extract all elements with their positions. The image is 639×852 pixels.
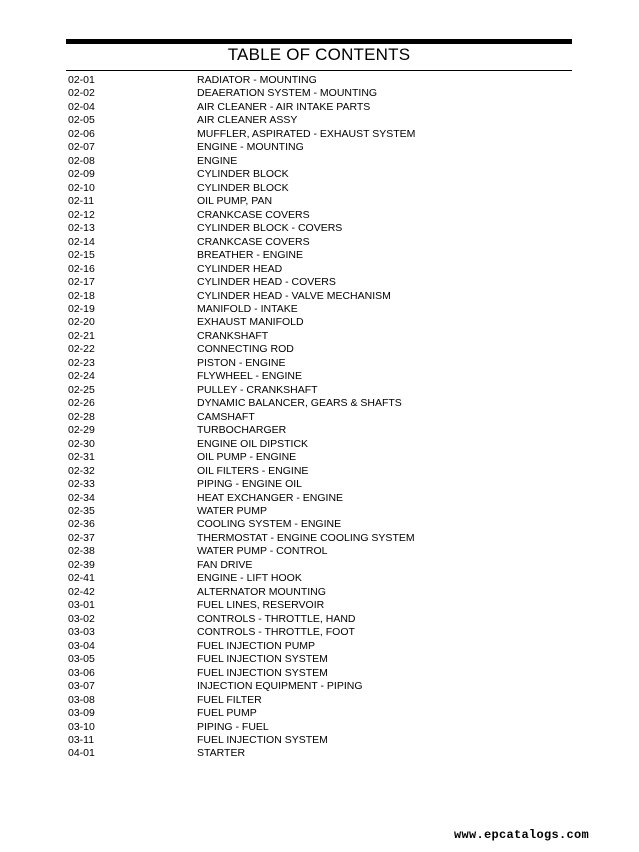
toc-entry-title: CYLINDER BLOCK - COVERS xyxy=(197,222,343,235)
toc-entry-title: MANIFOLD - INTAKE xyxy=(197,302,298,315)
toc-entry-number: 02-42 xyxy=(68,585,95,598)
toc-entry-title: DEAERATION SYSTEM - MOUNTING xyxy=(197,87,378,100)
toc-entry-number: 02-18 xyxy=(68,289,95,302)
toc-entry-title: FUEL PUMP xyxy=(197,707,257,720)
toc-entry-title: FUEL INJECTION SYSTEM xyxy=(197,733,328,746)
toc-entry-number: 02-36 xyxy=(68,518,95,531)
toc-entry-title: OIL PUMP, PAN xyxy=(197,195,273,208)
toc-entry-number: 02-32 xyxy=(68,464,95,477)
toc-entry[interactable] xyxy=(68,518,568,531)
toc-entry-title: FUEL FILTER xyxy=(197,693,262,706)
toc-entry-title: CYLINDER HEAD xyxy=(197,262,283,275)
toc-entry-title: CYLINDER HEAD - COVERS xyxy=(197,276,336,289)
toc-entry-number: 04-01 xyxy=(68,747,95,760)
toc-entry[interactable] xyxy=(68,114,568,127)
toc-entry[interactable] xyxy=(68,505,568,518)
toc-entry-number: 03-10 xyxy=(68,720,95,733)
toc-entry-number: 02-02 xyxy=(68,87,95,100)
toc-entry[interactable] xyxy=(68,667,568,680)
toc-entry-number: 02-28 xyxy=(68,410,95,423)
toc-entry-title: ENGINE xyxy=(197,154,238,167)
toc-entry-number: 02-22 xyxy=(68,343,95,356)
page-title: TABLE OF CONTENTS xyxy=(227,45,411,64)
toc-entry[interactable] xyxy=(68,747,568,760)
toc-entry[interactable] xyxy=(68,397,568,410)
toc-entry-number: 02-06 xyxy=(68,127,95,140)
toc-entry-number: 02-14 xyxy=(68,235,95,248)
toc-entry-title: WATER PUMP - CONTROL xyxy=(197,545,328,558)
toc-entry-number: 02-37 xyxy=(68,531,95,544)
toc-entry[interactable] xyxy=(68,236,568,249)
toc-entry-number: 02-05 xyxy=(68,114,95,127)
toc-entry-number: 02-38 xyxy=(68,545,95,558)
footer-url[interactable]: www.epcatalogs.com xyxy=(453,828,589,842)
toc-entry-title: CYLINDER BLOCK xyxy=(197,181,289,194)
toc-entry[interactable] xyxy=(68,290,568,303)
toc-entry-title: CONTROLS - THROTTLE, FOOT xyxy=(197,626,355,639)
toc-entry-number: 02-13 xyxy=(68,222,95,235)
toc-entry-title: COOLING SYSTEM - ENGINE xyxy=(197,518,342,531)
toc-entry-number: 02-35 xyxy=(68,505,95,517)
toc-entry-number: 02-23 xyxy=(68,356,95,369)
toc-entry[interactable] xyxy=(68,384,568,397)
toc-entry-number: 02-09 xyxy=(68,168,95,181)
toc-entry-title: CONNECTING ROD xyxy=(197,343,294,356)
toc-entry[interactable] xyxy=(68,370,568,383)
toc-entry-title: CYLINDER HEAD - VALVE MECHANISM xyxy=(197,289,391,302)
top-rule xyxy=(66,39,572,44)
toc-entry-title: PIPING - FUEL xyxy=(197,720,269,733)
toc-entry-number: 03-06 xyxy=(68,666,95,679)
toc-entry-number: 02-12 xyxy=(68,208,95,221)
toc-entry-number: 02-15 xyxy=(68,249,95,262)
toc-entry[interactable] xyxy=(68,559,568,572)
toc-entry-title: FUEL INJECTION SYSTEM xyxy=(197,653,328,666)
toc-entry[interactable] xyxy=(68,424,568,437)
toc-entry[interactable] xyxy=(68,640,568,653)
toc-entry-title: MUFFLER, ASPIRATED - EXHAUST SYSTEM xyxy=(197,127,416,140)
toc-entry-number: 02-21 xyxy=(68,329,95,342)
toc-entry-number: 03-08 xyxy=(68,693,95,706)
toc-entry[interactable] xyxy=(68,357,568,370)
toc-entry[interactable] xyxy=(68,87,568,100)
toc-entry[interactable] xyxy=(68,141,568,154)
toc-entry-number: 02-01 xyxy=(68,74,95,86)
toc-entry-title: CAMSHAFT xyxy=(197,410,255,423)
toc-entry-number: 02-25 xyxy=(68,383,95,396)
toc-entry-number: 03-04 xyxy=(68,639,95,652)
toc-entry[interactable] xyxy=(68,626,568,639)
toc-entry-title: STARTER xyxy=(197,747,246,760)
toc-entry[interactable] xyxy=(68,303,568,316)
toc-entry-number: 03-03 xyxy=(68,626,95,639)
toc-entry-title: BREATHER - ENGINE xyxy=(197,249,303,262)
toc-entry[interactable] xyxy=(68,680,568,693)
toc-entry-title: PULLEY - CRANKSHAFT xyxy=(197,383,318,396)
toc-entry-number: 03-05 xyxy=(68,653,95,666)
toc-entry-number: 02-16 xyxy=(68,262,95,275)
toc-entry-number: 03-11 xyxy=(68,733,95,746)
toc-entry[interactable] xyxy=(68,182,568,195)
toc-entry-number: 02-30 xyxy=(68,437,95,450)
toc-entry[interactable] xyxy=(68,195,568,208)
toc-entry-number: 02-31 xyxy=(68,451,95,464)
toc-entry[interactable] xyxy=(68,101,568,114)
toc-entry[interactable] xyxy=(68,249,568,262)
toc-entry[interactable] xyxy=(68,492,568,505)
toc-entry-title: ENGINE OIL DIPSTICK xyxy=(197,437,309,450)
toc-entry-title: PISTON - ENGINE xyxy=(197,356,286,369)
toc-entry[interactable] xyxy=(68,316,568,329)
toc-entry[interactable] xyxy=(68,263,568,276)
toc-entry-title: OIL PUMP - ENGINE xyxy=(197,451,297,464)
toc-entry-number: 02-34 xyxy=(68,491,95,504)
toc-entry-number: 02-04 xyxy=(68,100,95,113)
toc-entry-title: CRANKCASE COVERS xyxy=(197,235,310,248)
toc-entry-number: 02-17 xyxy=(68,276,95,289)
toc-entry-title: FLYWHEEL - ENGINE xyxy=(197,370,303,383)
toc-entry[interactable] xyxy=(68,330,568,343)
toc-entry-number: 02-10 xyxy=(68,181,95,194)
toc-entry-number: 02-41 xyxy=(68,572,95,585)
toc-entry-number: 02-19 xyxy=(68,302,95,315)
toc-entry-number: 03-09 xyxy=(68,707,95,720)
toc-entry-title: RADIATOR - MOUNTING xyxy=(197,74,317,86)
toc-entry[interactable] xyxy=(68,586,568,599)
toc-entry[interactable] xyxy=(68,222,568,235)
toc-entry-title: INJECTION EQUIPMENT - PIPING xyxy=(197,680,363,693)
toc-entry-title: ENGINE - MOUNTING xyxy=(197,141,304,154)
toc-entry[interactable] xyxy=(68,155,568,168)
toc-entry-number: 02-11 xyxy=(68,195,95,208)
toc-entry-number: 02-39 xyxy=(68,558,95,571)
toc-entry[interactable] xyxy=(68,343,568,356)
toc-entry[interactable] xyxy=(68,653,568,666)
toc-entry[interactable] xyxy=(68,599,568,612)
toc-entry-number: 02-33 xyxy=(68,478,95,491)
toc-entry-title: EXHAUST MANIFOLD xyxy=(197,316,304,329)
toc-entry[interactable] xyxy=(68,478,568,491)
toc-entry-number: 03-02 xyxy=(68,612,95,625)
toc-entry[interactable] xyxy=(68,209,568,222)
toc-entry-title: HEAT EXCHANGER - ENGINE xyxy=(197,491,344,504)
toc-entry-title: AIR CLEANER ASSY xyxy=(197,114,298,127)
toc-entry[interactable] xyxy=(68,707,568,720)
title-underline xyxy=(66,70,572,71)
toc-entry-title: THERMOSTAT - ENGINE COOLING SYSTEM xyxy=(197,531,415,544)
toc-entry-number: 02-29 xyxy=(68,424,95,437)
toc-entry-title: ENGINE - LIFT HOOK xyxy=(197,572,302,585)
toc-entry[interactable] xyxy=(68,694,568,707)
toc-entry-title: OIL FILTERS - ENGINE xyxy=(197,464,309,477)
toc-entry[interactable] xyxy=(68,168,568,181)
toc-entry-title: DYNAMIC BALANCER, GEARS & SHAFTS xyxy=(197,397,402,410)
toc-entry-number: 03-01 xyxy=(68,599,95,612)
toc-entry[interactable] xyxy=(68,438,568,451)
toc-entry-title: FUEL LINES, RESERVOIR xyxy=(197,599,325,612)
toc-entry[interactable] xyxy=(68,128,568,141)
toc-entry[interactable] xyxy=(68,74,568,87)
toc-entry-title: TURBOCHARGER xyxy=(197,424,287,437)
toc-entry-title: CYLINDER BLOCK xyxy=(197,168,289,181)
toc-entry[interactable] xyxy=(68,613,568,626)
toc-entry-title: FUEL INJECTION SYSTEM xyxy=(197,666,328,679)
toc-entry-title: WATER PUMP xyxy=(197,505,267,517)
toc-entry[interactable] xyxy=(68,411,568,424)
toc-entry-number: 02-24 xyxy=(68,370,95,383)
toc-list xyxy=(68,74,568,761)
toc-entry-title: ALTERNATOR MOUNTING xyxy=(197,585,326,598)
toc-entry-number: 02-07 xyxy=(68,141,95,154)
toc-entry[interactable] xyxy=(68,734,568,747)
toc-entry-title: PIPING - ENGINE OIL xyxy=(197,478,303,491)
toc-entry-title: CONTROLS - THROTTLE, HAND xyxy=(197,612,356,625)
toc-entry-title: FUEL INJECTION PUMP xyxy=(197,639,316,652)
toc-entry-number: 02-20 xyxy=(68,316,95,329)
toc-entry-title: CRANKSHAFT xyxy=(197,329,269,342)
toc-entry[interactable] xyxy=(68,276,568,289)
toc-entry-title: AIR CLEANER - AIR INTAKE PARTS xyxy=(197,100,371,113)
toc-entry-number: 02-26 xyxy=(68,397,95,410)
toc-entry[interactable] xyxy=(68,451,568,464)
toc-entry[interactable] xyxy=(68,465,568,478)
toc-entry[interactable] xyxy=(68,532,568,545)
toc-entry-number: 02-08 xyxy=(68,154,95,167)
toc-entry-title: FAN DRIVE xyxy=(197,558,253,571)
toc-entry[interactable] xyxy=(68,572,568,585)
toc-entry-title: CRANKCASE COVERS xyxy=(197,208,310,221)
toc-entry[interactable] xyxy=(68,545,568,558)
toc-entry-number: 03-07 xyxy=(68,680,95,693)
toc-entry[interactable] xyxy=(68,721,568,734)
